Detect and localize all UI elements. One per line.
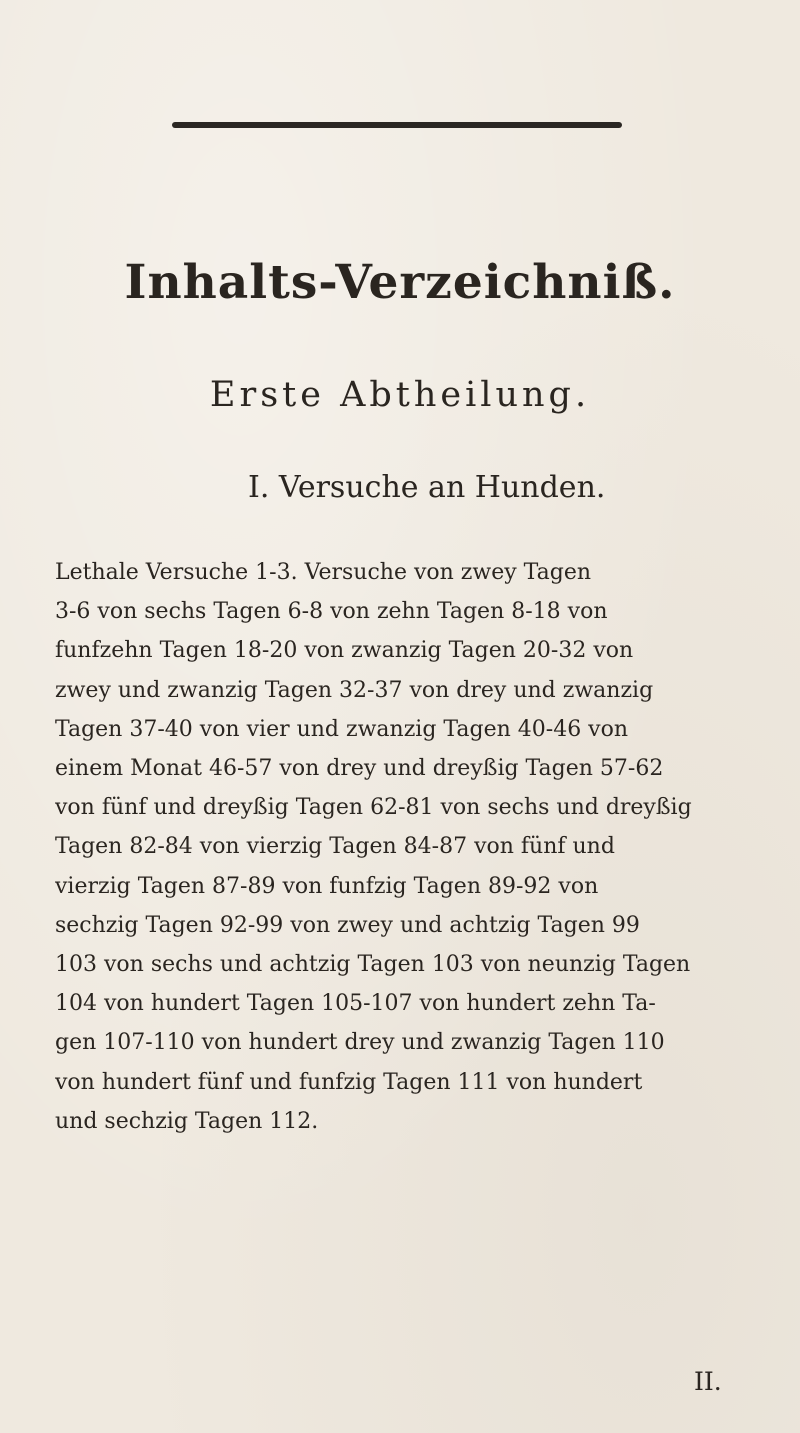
text-line: Tagen 82-84 von vierzig Tagen 84-87 von fünf und <box>55 834 615 860</box>
part-heading: Erste Abtheilung. <box>209 375 591 415</box>
text-line: Lethale Versuche 1-3. Versuche von zwey Tagen <box>55 560 592 585</box>
catchword: II. <box>694 1367 722 1396</box>
text-line: 103 von sechs und achtzig Tagen 103 von neunzig Tagen <box>55 952 691 978</box>
text-line: zwey und zwanzig Tagen 32-37 von drey und zwanzig <box>55 677 654 703</box>
text-line: und sechzig Tagen 112. <box>55 1108 319 1134</box>
text-line: funfzehn Tagen 18-20 von zwanzig Tagen 20-32 von <box>55 638 634 664</box>
section-heading: I. Versuche an Hunden. <box>248 470 606 505</box>
text-line: einem Monat 46-57 von drey und dreyßig Tagen 57-62 <box>55 756 664 782</box>
text-line: Tagen 37-40 von vier und zwanzig Tagen 40-46 von <box>55 716 629 742</box>
text-line: 104 von hundert Tagen 105-107 von hundert zehn Ta- <box>55 991 656 1017</box>
text-line: gen 107-110 von hundert drey und zwanzig Tagen 110 <box>55 1030 665 1056</box>
text-line: von hundert fünf und funfzig Tagen 111 von hundert <box>55 1069 643 1095</box>
text-line: 3-6 von sechs Tagen 6-8 von zehn Tagen 8-18 von <box>55 599 608 625</box>
text-line: vierzig Tagen 87-89 von funfzig Tagen 89-92 von <box>55 873 599 899</box>
text-line: sechzig Tagen 92-99 von zwey und achtzig Tagen 99 <box>55 912 640 938</box>
header-rule <box>172 122 622 128</box>
body-text <box>55 553 755 1141</box>
page-title: Inhalts-Verzeichniß. <box>124 255 676 310</box>
text-line: von fünf und dreyßig Tagen 62-81 von sechs und dreyßig <box>55 795 692 821</box>
